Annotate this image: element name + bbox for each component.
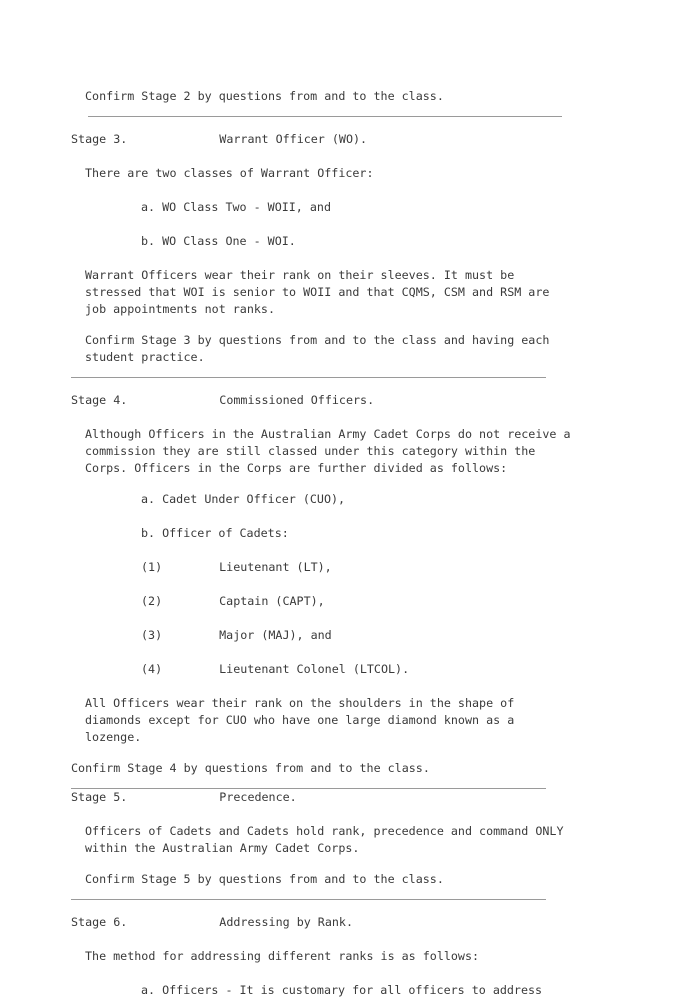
spacer <box>0 644 696 661</box>
list-item: b. WO Class One - WOI. <box>141 234 296 248</box>
spacer <box>0 888 696 899</box>
spacer <box>0 508 696 525</box>
stage-6-intro: The method for addressing different ranks is as follows: <box>85 949 480 963</box>
spacer <box>0 678 696 695</box>
spacer <box>0 366 696 377</box>
list-item: a. Officers - It is customary for all officers to address <box>141 983 543 997</box>
stage-6-title: Addressing by Rank. <box>219 915 353 929</box>
stage-5-title: Precedence. <box>219 790 297 804</box>
sub-list-number: (3) <box>141 628 163 642</box>
spacer <box>0 746 696 760</box>
stage-6-heading <box>71 914 696 931</box>
spacer <box>0 117 696 131</box>
stage-4-heading <box>71 392 696 409</box>
sub-list-text: Lieutenant Colonel (LTCOL). <box>219 662 410 676</box>
sub-list-item <box>141 559 571 576</box>
stage-5-label: Stage 5. <box>71 790 128 804</box>
sub-list-number: (1) <box>141 560 163 574</box>
spacer <box>0 477 696 491</box>
list-item: a. WO Class Two - WOII, and <box>141 200 331 214</box>
spacer <box>0 610 696 627</box>
stage-6-label: Stage 6. <box>71 915 128 929</box>
spacer <box>0 965 696 982</box>
spacer <box>0 148 696 165</box>
sub-list-number: (4) <box>141 662 163 676</box>
spacer <box>0 409 696 426</box>
sub-list-number: (2) <box>141 594 163 608</box>
sub-list-item <box>141 593 571 610</box>
stage-4-label: Stage 4. <box>71 393 128 407</box>
sub-list-text: Captain (CAPT), <box>219 594 325 608</box>
stage-5-confirm: Confirm Stage 5 by questions from and to the class. <box>85 872 444 886</box>
spacer <box>0 105 696 116</box>
spacer <box>0 857 696 871</box>
spacer <box>0 542 696 559</box>
stage-3-heading <box>71 131 696 148</box>
sub-list-item <box>141 661 571 678</box>
sub-list-text: Major (MAJ), and <box>219 628 332 642</box>
spacer <box>0 318 696 332</box>
sub-list-text: Lieutenant (LT), <box>219 560 332 574</box>
spacer <box>0 182 696 199</box>
sub-list-item <box>141 627 571 644</box>
stage-5-body: Officers of Cadets and Cadets hold rank, precedence and command ONLY within the Australian Army Cadet Corps. <box>85 824 571 855</box>
spacer <box>0 250 696 267</box>
stage-3-label: Stage 3. <box>71 132 128 146</box>
spacer <box>0 931 696 948</box>
stage-5-heading <box>71 789 696 806</box>
spacer <box>0 576 696 593</box>
stage-4-confirm: Confirm Stage 4 by questions from and to the class. <box>71 761 430 775</box>
list-item: a. Cadet Under Officer (CUO), <box>141 492 346 506</box>
stage-3-title: Warrant Officer (WO). <box>219 132 368 146</box>
stage-4-body: Although Officers in the Australian Army Cadet Corps do not receive a commission they are still classed under this category within the Corps. Officers in the Corps are further divided as follows: <box>85 427 578 475</box>
stage-3-confirm: Confirm Stage 3 by questions from and to the class and having each student practice. <box>85 333 557 364</box>
spacer <box>0 900 696 914</box>
stage-3-body: Warrant Officers wear their rank on their sleeves. It must be stressed that WOI is senior to WOII and that CQMS, CSM and RSM are job appointments not ranks. <box>85 268 557 316</box>
stage-4-closing: All Officers wear their rank on the shoulders in the shape of diamonds except for CUO who have one large diamond known as a lozenge. <box>85 696 522 744</box>
spacer <box>0 216 696 233</box>
spacer <box>0 378 696 392</box>
stage-3-intro: There are two classes of Warrant Officer: <box>85 166 374 180</box>
spacer <box>0 806 696 823</box>
confirm-stage-2-text: Confirm Stage 2 by questions from and to the class. <box>85 89 444 103</box>
stage-4-title: Commissioned Officers. <box>219 393 375 407</box>
list-item: b. Officer of Cadets: <box>141 526 289 540</box>
spacer <box>0 777 696 788</box>
